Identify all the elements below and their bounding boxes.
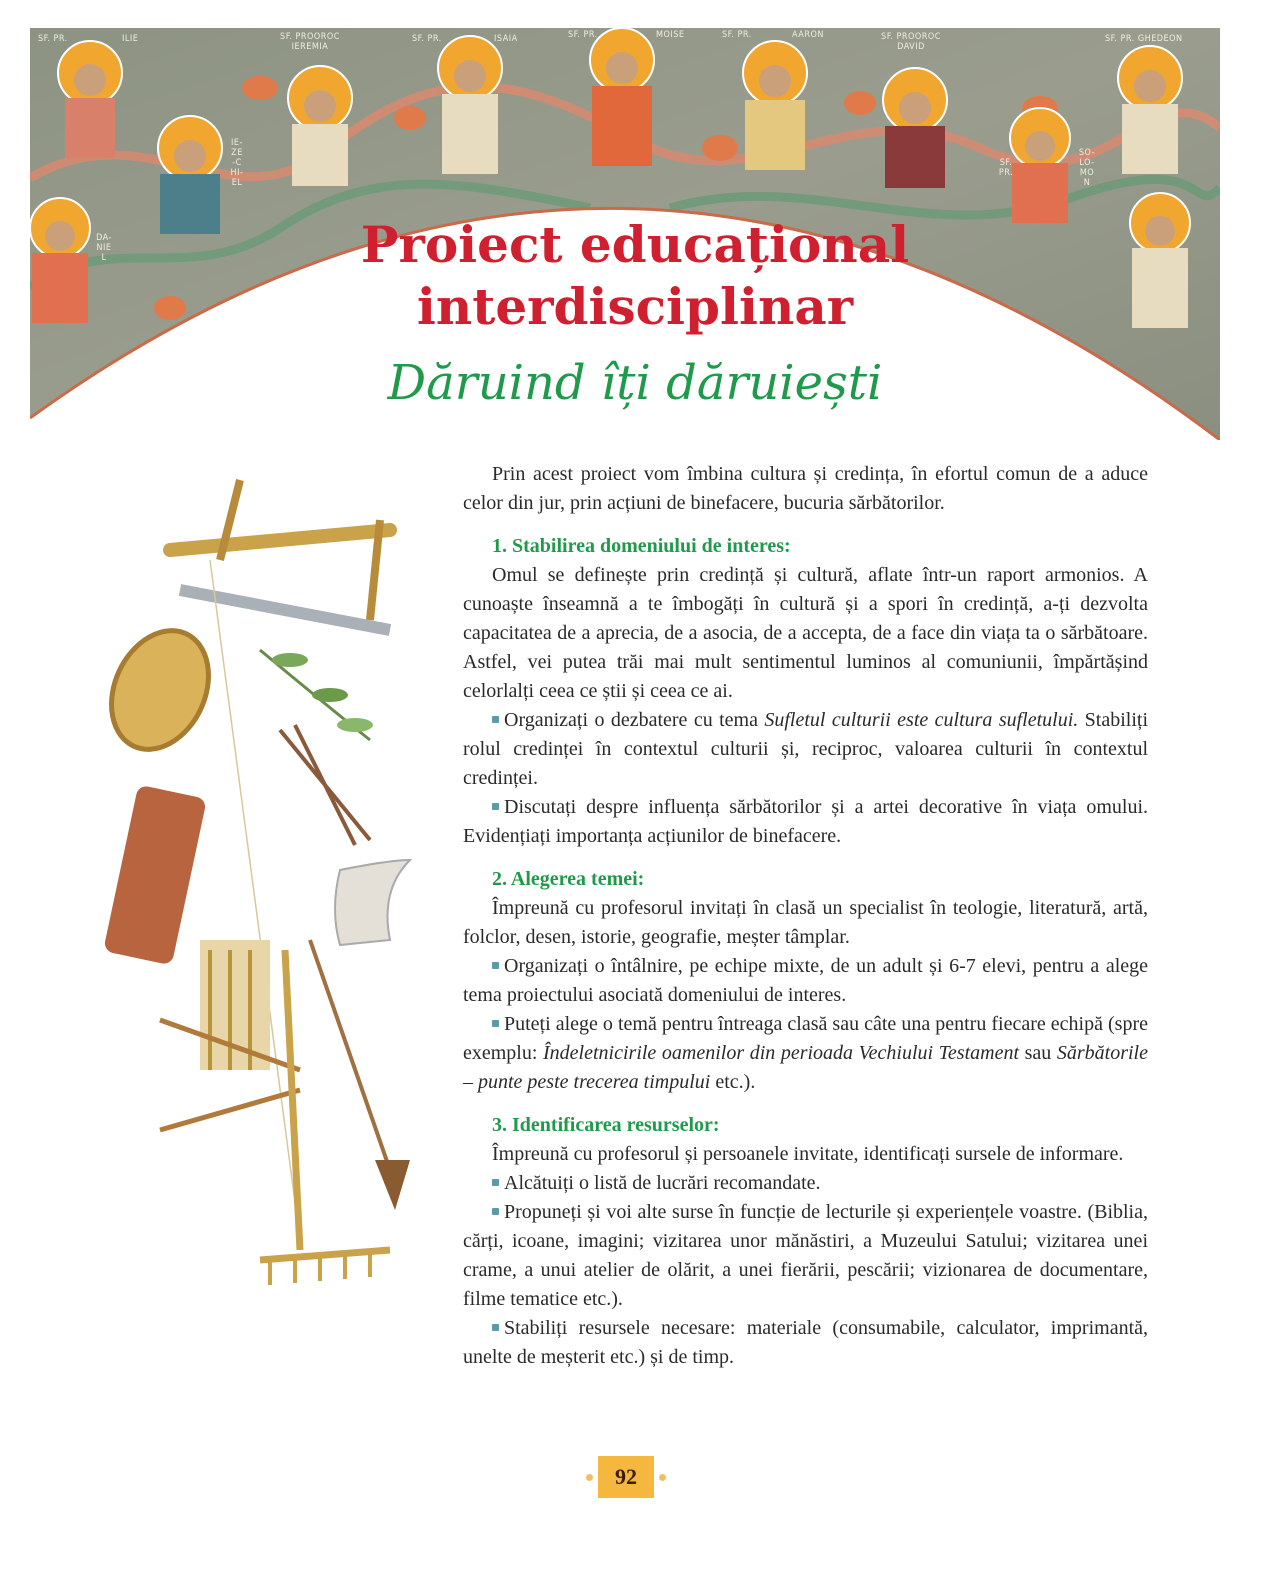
main-content [463,460,1148,1372]
bullet-item: Stabiliți resursele necesare: materiale (consumabile, calculator, imprimantă, unelte de meșterit etc.) și de timp. [463,1317,1148,1368]
saint-icon [438,36,502,174]
page-dot-left [586,1474,593,1481]
paragraph: Împreună cu profesorul invitați în clasă un specialist în teologie, literatură, artă, folclor, desen, istorie, geografie, meșter tâmplar. [463,897,1148,948]
saw-icon [170,480,390,630]
bullet-item: Alcătuiți o listă de lucrări recomandate. [463,1169,1148,1198]
fresco-label: ISAIA [494,34,518,44]
bullet-icon [492,962,499,969]
fresco-label: MOISE [656,30,685,40]
fresco-label: SF. PROOROC DAVID [881,32,941,52]
section-heading: 3. Identificarea resurselor: [492,1114,720,1136]
paragraph: Omul se definește prin credință și cultură, aflate într-un raport armonios. A cunoaște înseamnă a te îmbogăți în cultură și a spori în credință, a-ți dezvolta capacitatea de a aprecia, de a asocia, de a accepta, de a face din viața ta o sărbătoare. Astfel, vei putea trăi mai mult sentimentul luminos al comuniunii, împărtășind celorlalți ceea ce știi și ceea ce ai. [463,564,1148,702]
fresco-label: SF. PR. [568,30,598,40]
fresco-label: ILIE [122,34,139,44]
fresco-label: DA-NIEL [96,233,112,263]
fresco-label: SO-LO-MON [1078,148,1096,188]
bullet-item: Organizați o dezbatere cu tema Sufletul culturii este cultura sufletului. Stabiliți rolul credinței în contextul culturii și, reciproc, valoarea culturii în contextul credinței. [463,709,1149,789]
saint-icon [590,28,654,166]
fresco-label: SF. PR. [38,34,68,44]
grater-icon [103,785,207,966]
section-heading: 2. Alegerea temei: [492,868,645,890]
page-dot-right [659,1474,666,1481]
sieve-icon [100,615,227,765]
branch-icon [260,650,373,740]
bullet-item: Organizați o întâlnire, pe echipe mixte, de un adult și 6-7 elevi, pentru a alege tema proiectului asociată domeniului de interes. [463,955,1148,1006]
bullet-icon [492,716,499,723]
bullet-icon [492,1324,499,1331]
intro-paragraph: Prin acest proiect vom îmbina cultura și credința, în efortul comun de a aduce celor din jur, prin acțiuni de binefacere, bucuria sărbătorilor. [463,463,1148,514]
tools-illustration [100,470,430,1300]
page-number: 92 [598,1456,654,1498]
page-title-line2: interdisciplinar [416,277,854,336]
bullet-item: Propuneți și voi alte surse în funcție de lecturile și experiențele voastre. (Biblia, cărți, icoane, imagini; vizitarea unor mănăstiri, a Muzeului Satului; vizitarea unei crame, a unui atelier de olărit, a unei fierării, pescării; vizionarea de documentare, filme tematice etc.). [463,1201,1148,1310]
loom-icon [160,940,300,1130]
saint-icon [1010,108,1070,223]
saint-icon [58,41,122,158]
saint-icon [883,68,947,188]
bullet-icon [492,1179,499,1186]
bullet-icon [492,1208,499,1215]
bullet-icon [492,1020,499,1027]
bullet-icon [492,803,499,810]
arrow-icon [310,940,410,1210]
fresco-label: SF. PR. [722,30,752,40]
saint-icon [288,66,352,186]
bullet-item: Discutați despre influența sărbătorilor și a artei decorative în viața omului. Evidențiați importanța acțiunilor de binefacere. [463,796,1148,847]
saint-icon [743,41,807,170]
saint-icon [1118,46,1182,174]
page-title-line1: Proiect educațional [360,215,910,274]
bullet-item: Puteți alege o temă pentru întreaga clasă sau câte una pentru fiecare echipă (spre exemplu: Îndeletnicirile oamenilor din perioada Vechiului Testament sau Sărbătorile – punte peste trecerea timpului etc.). [463,1013,1148,1093]
section-heading: 1. Stabilirea domeniului de interes: [492,535,791,557]
jug-icon [335,860,410,945]
fresco-label: SF. PR. [998,158,1014,178]
fresco-label: SF. PR. GHEDEON [1105,34,1183,44]
fresco-label: AARON [792,30,824,40]
fresco-label: IE-ZE-CHI-EL [230,138,244,188]
page-subtitle: Dăruind îți dăruiești [387,355,883,411]
fresco-label: SF. PR. [412,34,442,44]
fresco-label: SF. PROOROC IEREMIA [280,32,340,52]
tongs-icon [280,725,370,845]
paragraph: Împreună cu profesorul și persoanele invitate, identificați sursele de informare. [492,1143,1124,1165]
